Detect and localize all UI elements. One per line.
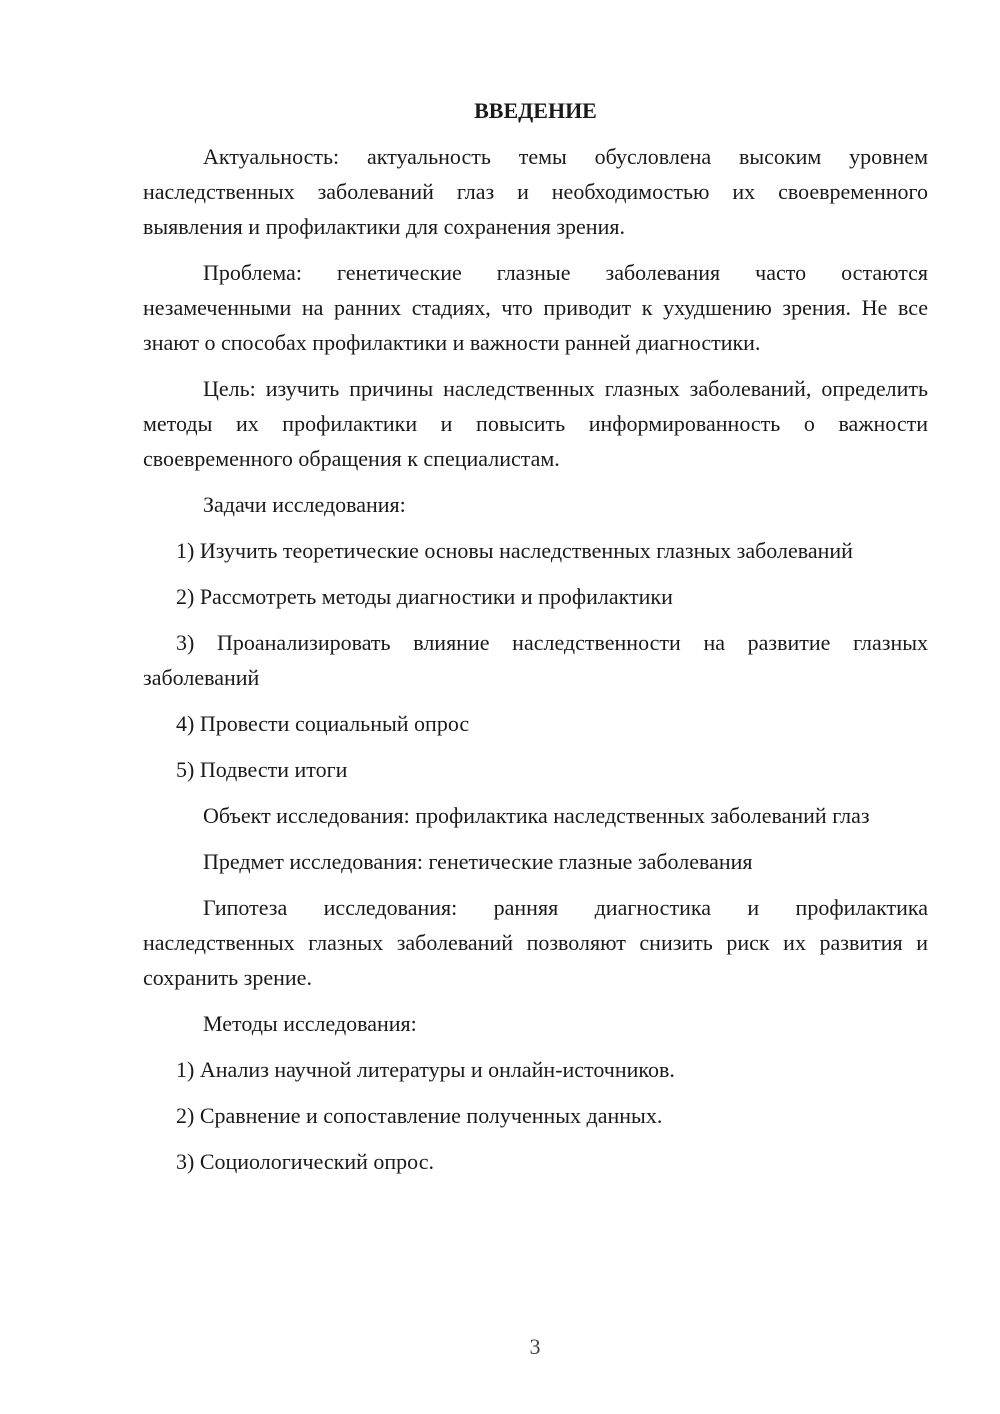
tasks-heading: Задачи исследования: — [203, 492, 406, 517]
method-item: 2) Сравнение и сопоставление полученных данных. — [176, 1103, 663, 1128]
goal-paragraph: Цель: изучить причины наследственных глазных заболеваний, определить методы их профилактики и повысить информированность о важности своевременного обращения к специалистам. — [143, 376, 928, 471]
methods-heading: Методы исследования: — [203, 1011, 417, 1036]
problem-paragraph: Проблема: генетические глазные заболевания часто остаются незамеченными на ранних стадиях, что приводит к ухудшению зрения. Не все знают о способах профилактики и важности ранней диагностики. — [143, 260, 928, 355]
relevance-paragraph: Актуальность: актуальность темы обусловлена высоким уровнем наследственных заболеваний глаз и необходимостью их своевременного выявления и профилактики для сохранения зрения. — [143, 144, 928, 239]
object-paragraph: Объект исследования: профилактика наследственных заболеваний глаз — [203, 803, 870, 828]
page-number: 3 — [529, 1334, 541, 1359]
subject-paragraph: Предмет исследования: генетические глазные заболевания — [203, 849, 753, 874]
method-item: 1) Анализ научной литературы и онлайн-источников. — [176, 1057, 675, 1082]
page-content — [143, 93, 928, 1190]
task-item: 1) Изучить теоретические основы наследственных глазных заболеваний — [176, 538, 853, 563]
task-item: 3) Проанализировать влияние наследственности на развитие глазных заболеваний — [143, 630, 928, 690]
task-item: 4) Провести социальный опрос — [176, 711, 470, 736]
method-item: 3) Социологический опрос. — [176, 1149, 434, 1174]
hypothesis-paragraph: Гипотеза исследования: ранняя диагностика и профилактика наследственных глазных заболеваний позволяют снизить риск их развития и сохранить зрение. — [143, 895, 928, 990]
section-title: ВВЕДЕНИЕ — [474, 98, 597, 123]
task-item: 2) Рассмотреть методы диагностики и профилактики — [176, 584, 673, 609]
task-item: 5) Подвести итоги — [176, 757, 348, 782]
